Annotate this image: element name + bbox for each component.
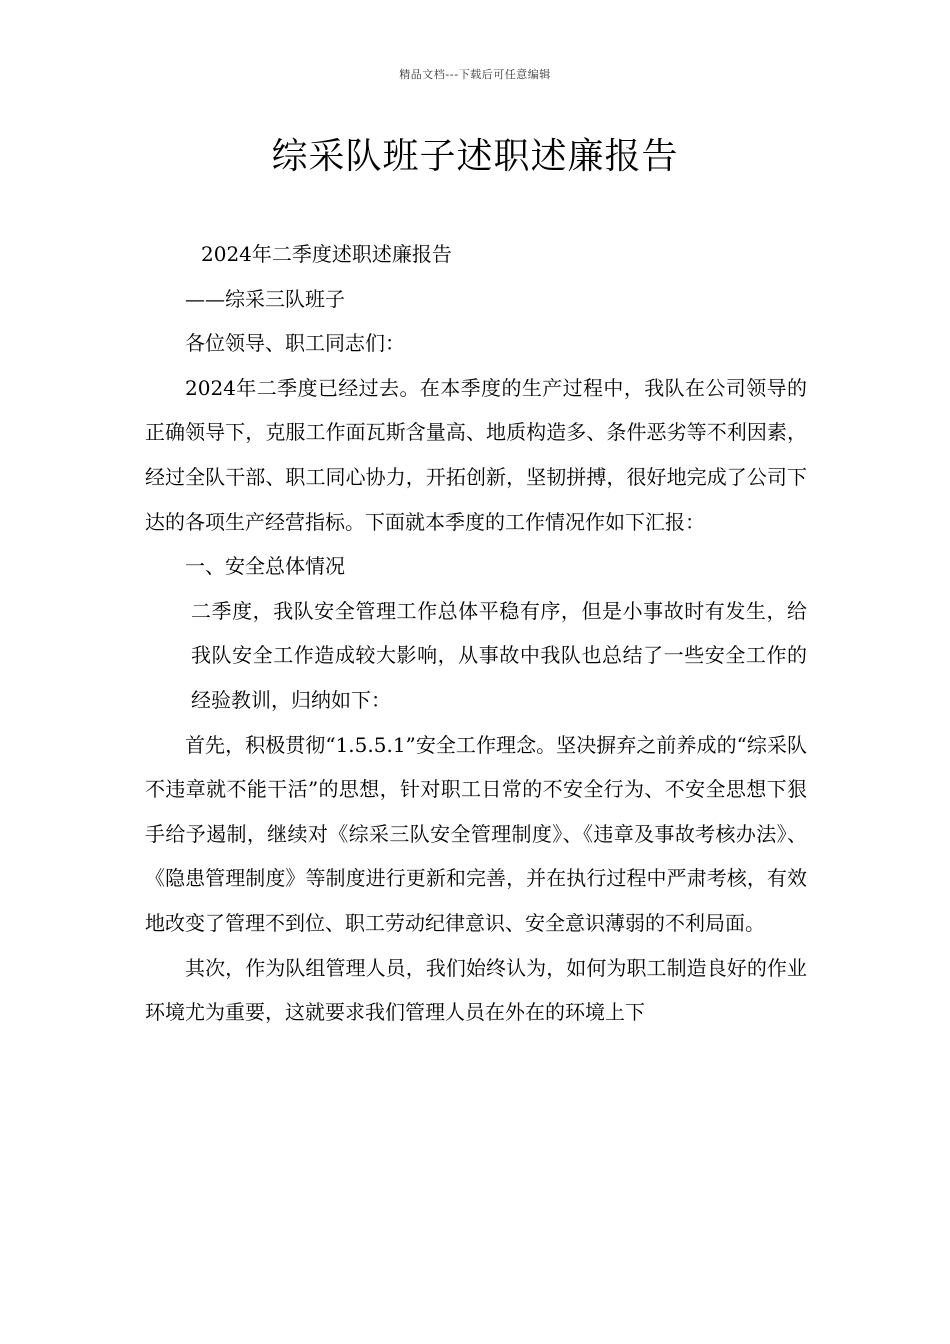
salutation: 各位领导、职工同志们： xyxy=(185,331,405,356)
section-heading-safety: 一、安全总体情况 xyxy=(185,554,345,579)
paragraph-first-point: 首先，积极贯彻“1.5.5.1”安全工作理念。坚决摒弃之前养成的“综采队不违章就不能干活”的思想，针对职工日常的不安全行为、不安全思想下狠手给予遏制，继续对《综采三队安全管理制度》、《违章及事故考核办法》、《隐患管理制度》等制度进行更新和完善，并在执行过程中严肃考核，有效地改变了管理不到位、职工劳动纪律意识、安全意识薄弱的不利局面。 xyxy=(145,732,807,935)
document-body xyxy=(145,232,807,1035)
document-header-note: 精品文档---下载后可任意编辑 xyxy=(399,68,551,81)
paragraph-second-point: 其次，作为队组管理人员，我们始终认为，如何为职工制造良好的作业环境尤为重要，这就要求我们管理人员在外在的环境上下 xyxy=(145,955,807,1025)
report-byline: ——综采三队班子 xyxy=(185,286,345,311)
document-title: 综采队班子述职述廉报告 xyxy=(271,136,679,177)
paragraph-intro: 2024年二季度已经过去。在本季度的生产过程中，我队在公司领导的正确领导下，克服工作面瓦斯含量高、地质构造多、条件恶劣等不利因素，经过全队干部、职工同心协力，开拓创新，坚韧拼搏，很好地完成了公司下达的各项生产经营指标。下面就本季度的工作情况作如下汇报： xyxy=(145,375,807,534)
paragraph-safety-overview: 二季度，我队安全管理工作总体平稳有序，但是小事故时有发生，给我队安全工作造成较大影响，从事故中我队也总结了一些安全工作的经验教训，归纳如下： xyxy=(191,598,807,712)
report-subtitle: 2024年二季度述职述廉报告 xyxy=(201,242,452,266)
